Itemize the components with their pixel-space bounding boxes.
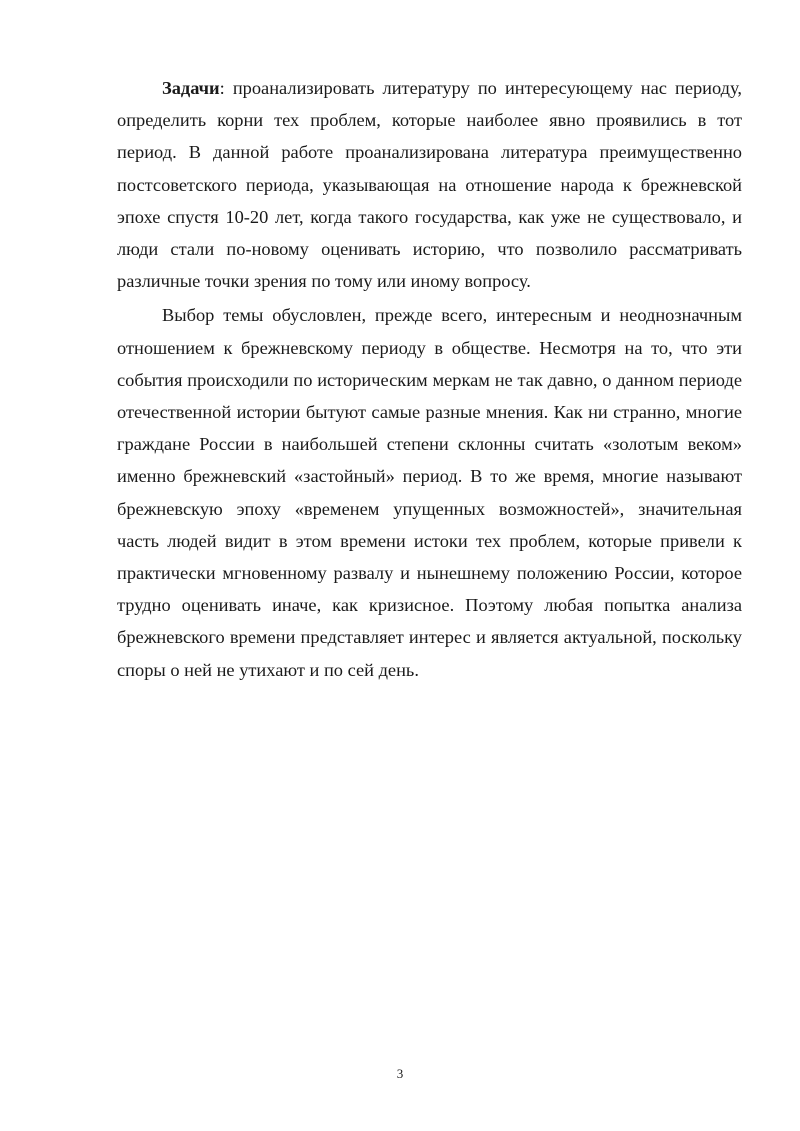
paragraph-topic-choice — [117, 299, 742, 685]
tasks-text: : проанализировать литературу по интересующему нас периоду, определить корни тех проблем, которые наиболее явно проявились в тот период. В данной работе проанализирована литература преимущественно постсоветского периода, указывающая на отношение народа к брежневской эпохе спустя 10-20 лет, когда такого государства, как уже не существовало, и люди стали по-новому оценивать историю, что позволило рассматривать различные точки зрения по тому или иному вопросу. — [117, 78, 742, 292]
paragraph-tasks — [117, 72, 742, 297]
page-number: 3 — [396, 1066, 404, 1081]
document-body — [117, 72, 742, 686]
topic-choice-text: Выбор темы обусловлен, прежде всего, интересным и неоднозначным отношением к брежневскому периоду в обществе. Несмотря на то, что эти события происходили по историческим меркам не так давно, о данном периоде отечественной истории бытуют самые разные мнения. Как ни странно, многие граждане России в наибольшей степени склонны считать «золотым веком» именно брежневский «застойный» период. В то же время, многие называют брежневскую эпоху «временем упущенных возможностей», значительная часть людей видит в этом времени истоки тех проблем, которые привели к практически мгновенному развалу и нынешнему положению России, которое трудно оценивать иначе, как кризисное. Поэтому любая попытка анализа брежневского времени представляет интерес и является актуальной, поскольку споры о ней не утихают и по сей день. — [117, 305, 742, 680]
tasks-heading: Задачи — [162, 78, 220, 98]
